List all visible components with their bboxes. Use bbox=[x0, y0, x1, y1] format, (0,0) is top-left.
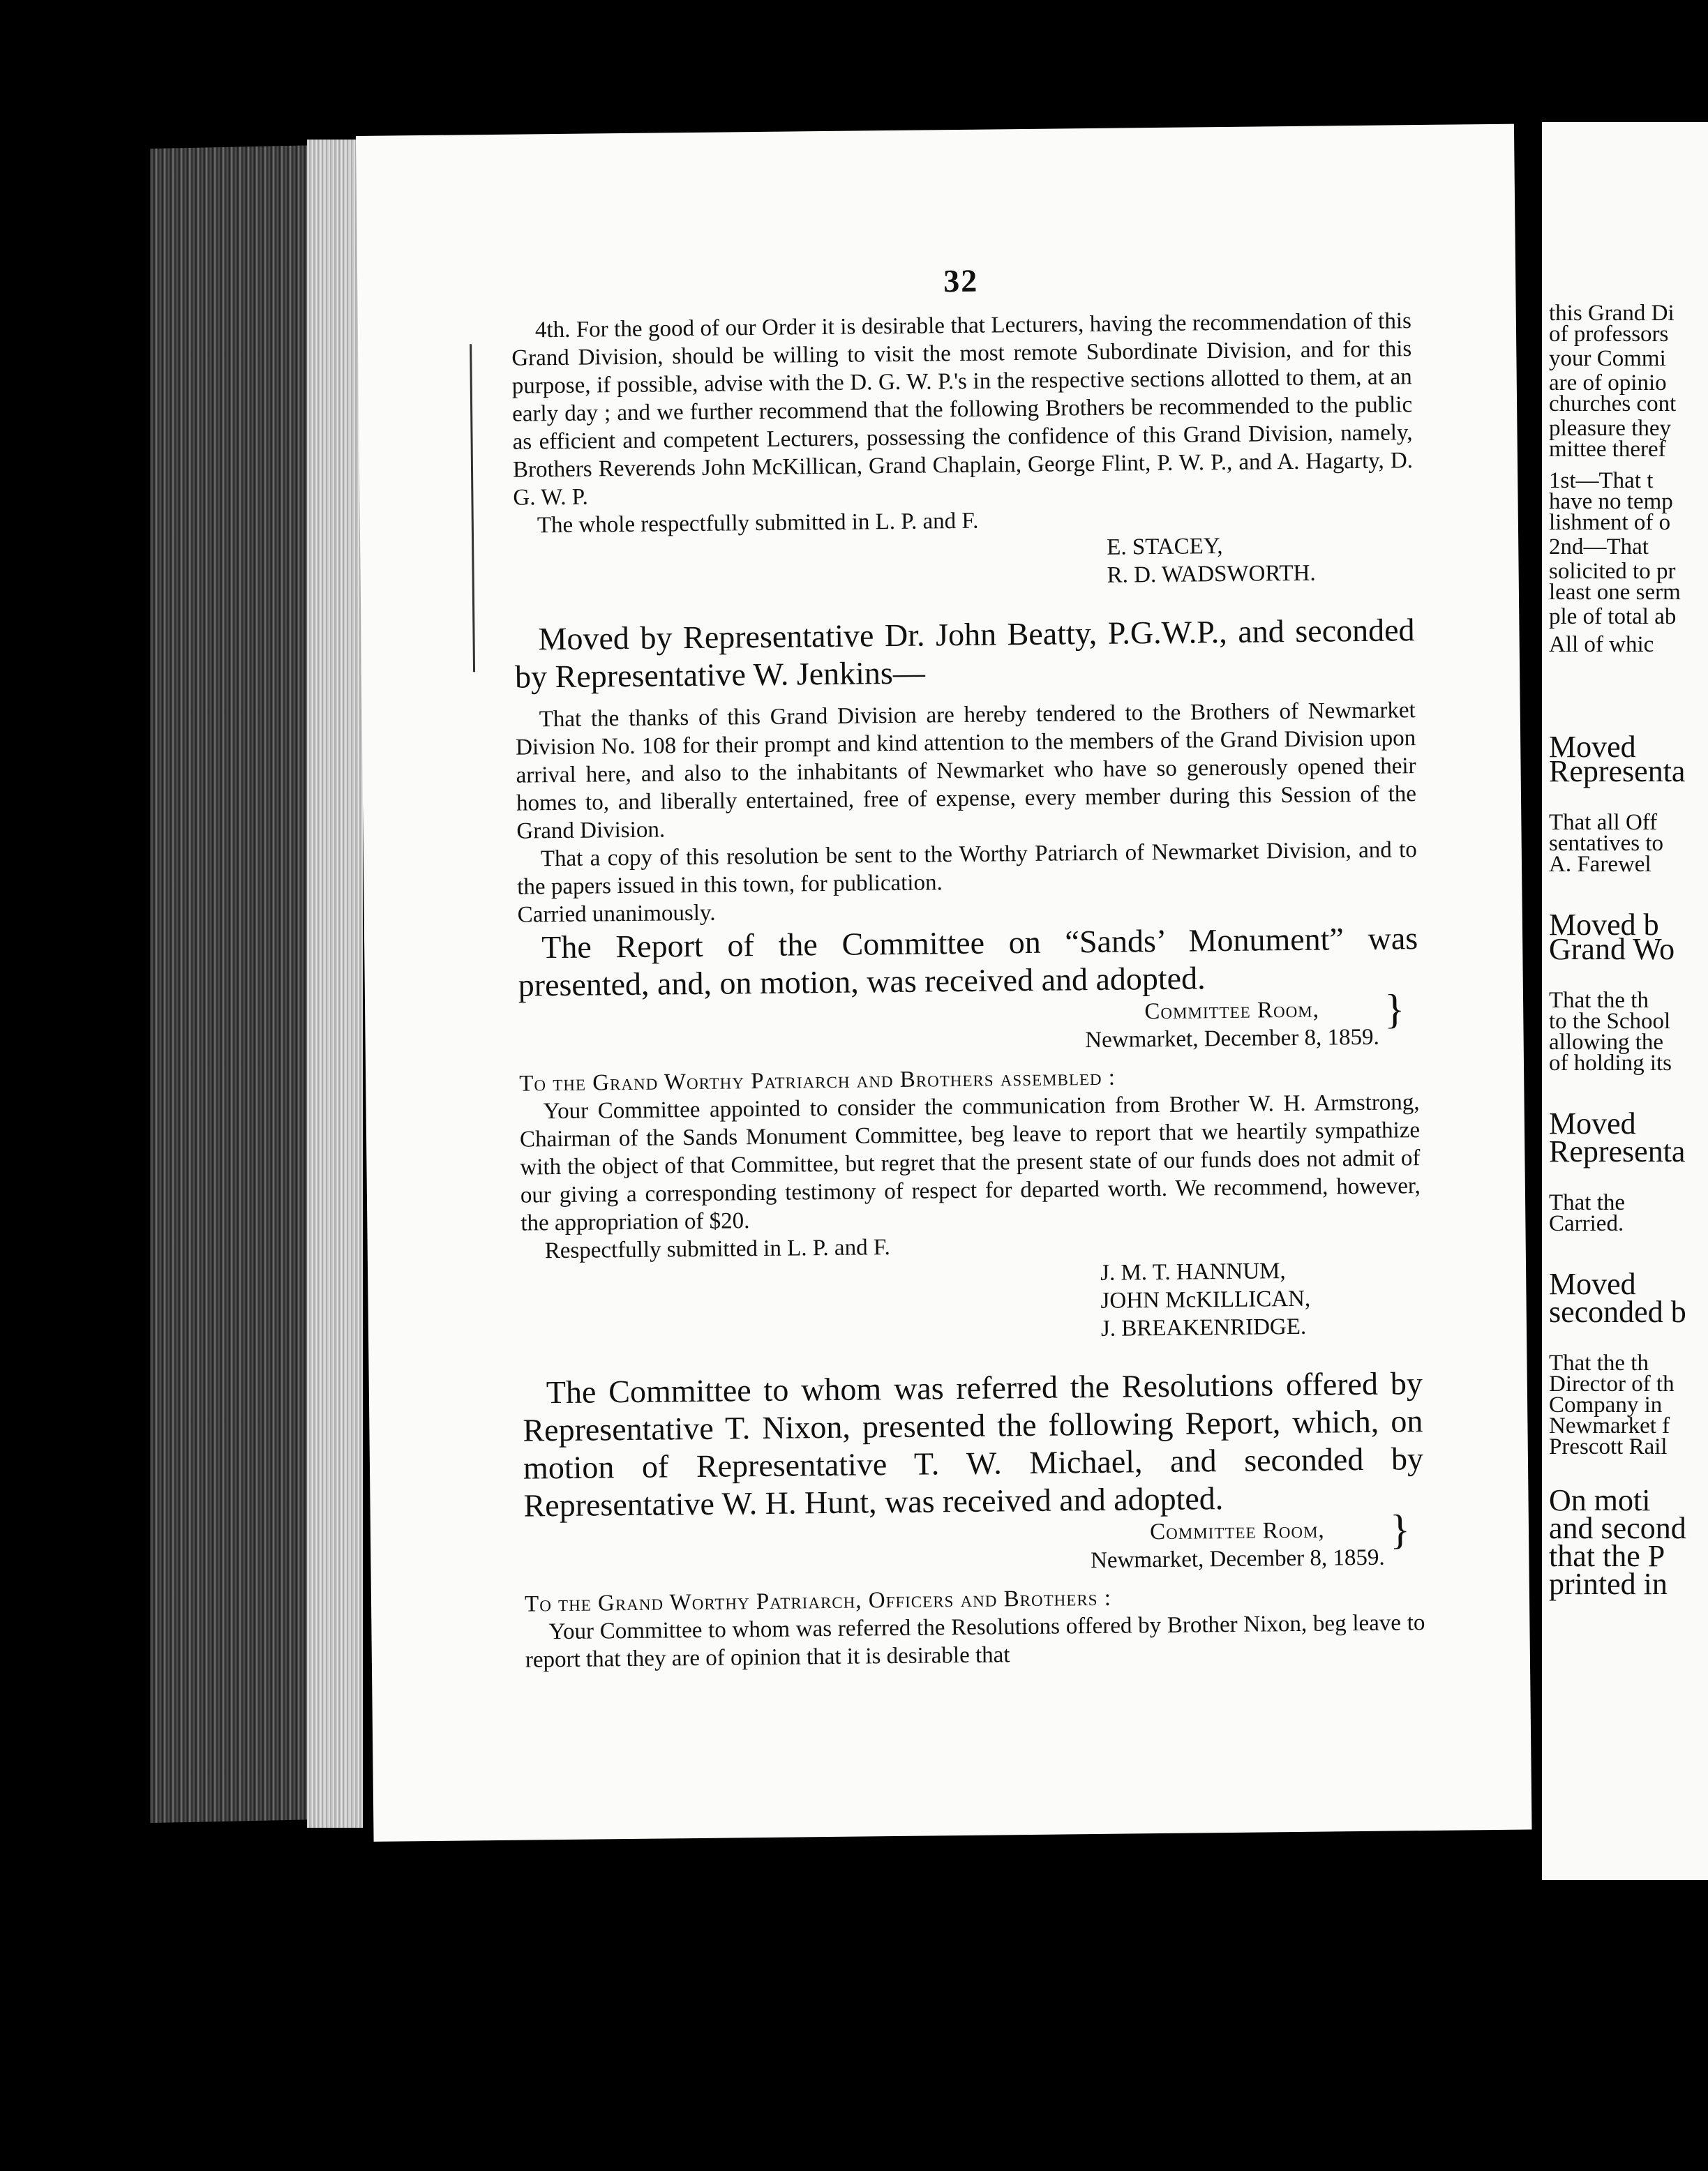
sands-report-intro: The Report of the Committee on “Sands’ Monument” was presented, and, on motion, was received and adopted. bbox=[518, 920, 1418, 1003]
right-page-line: 2nd—That bbox=[1549, 534, 1649, 559]
right-page-line: solicited to pr bbox=[1549, 559, 1676, 584]
right-page-line: are of opinio bbox=[1549, 370, 1667, 396]
right-page-line: All of whic bbox=[1549, 632, 1654, 657]
right-page-line: least one serm bbox=[1549, 580, 1681, 605]
right-page-line: That the th bbox=[1549, 1351, 1649, 1376]
copy-resolution: That a copy of this resolution be sent to the Worthy Patriarch of Newmarket Division, and to the papers issued in this town, for publication. bbox=[517, 837, 1417, 900]
signer-wadsworth: R. D. WADSWORTH. bbox=[1107, 560, 1316, 588]
right-page-line: That all Off bbox=[1549, 810, 1658, 835]
committee-room-block-2 bbox=[524, 1506, 1411, 1580]
right-page-line: and second bbox=[1549, 1511, 1686, 1545]
right-page-line: that the P bbox=[1549, 1539, 1665, 1573]
motion-beatty: Moved by Representative Dr. John Beatty, P.G.W.P., and seconded by Representative W. Jenkins— bbox=[514, 612, 1415, 695]
right-page-line: Company in bbox=[1549, 1392, 1663, 1418]
submitted-line-2: Respectfully submitted in L. P. and F. bbox=[544, 1235, 891, 1264]
right-page-line: Moved bbox=[1549, 730, 1636, 764]
book-page-edges-light bbox=[307, 140, 363, 1828]
committee-date-2: Newmarket, December 8, 1859. bbox=[1090, 1545, 1385, 1574]
right-page-line: That the th bbox=[1549, 988, 1649, 1013]
salutation-2: To the Grand Worthy Patriarch, Officers and Brothers : bbox=[524, 1585, 1112, 1617]
right-page-line: Newmarket f bbox=[1549, 1413, 1670, 1438]
sands-report-body: Your Committee appointed to consider the communication from Brother W. H. Armstrong, Chairman of the Sands Monument Committee, beg leave to report that we heartily sympathize with the object of that Committee, but regret that the present state of our funds does not admit of our giving a corresponding testimony of respect for departed worth. We recommend, however, the appropriation of $20. bbox=[519, 1090, 1421, 1236]
thanks-resolution: That the thanks of this Grand Division are hereby tendered to the Brothers of Newmarket Division No. 108 for their prompt and kind attention to the members of the Grand Division upon arrival here, and also to the inhabitants of Newmarket who have so generously opened their homes to, and liberally entertained, free of expense, every member during this Session of the Grand Division. bbox=[516, 698, 1417, 844]
signer-hannum: J. M. T. HANNUM, bbox=[1100, 1259, 1286, 1286]
signer-stacey: E. STACEY, bbox=[1107, 534, 1223, 560]
right-page-line: A. Farewel bbox=[1549, 852, 1651, 877]
right-page-line: On moti bbox=[1549, 1483, 1651, 1517]
salutation-1: To the Grand Worthy Patriarch and Brothers assembled : bbox=[519, 1065, 1116, 1097]
right-page-line: Prescott Rail bbox=[1549, 1434, 1668, 1459]
right-page-line: That the bbox=[1549, 1190, 1626, 1215]
brace-2: } bbox=[1389, 1506, 1411, 1553]
right-page-line: Grand Wo bbox=[1549, 932, 1675, 966]
right-page-line: churches cont bbox=[1549, 391, 1677, 416]
nixon-report-body: Your Committee to whom was referred the Resolutions offered by Brother Nixon, beg leave to report that they are of opinion that it is desirable that bbox=[525, 1610, 1425, 1673]
right-page-line: this Grand Di bbox=[1549, 301, 1675, 326]
right-page-line: of professors bbox=[1549, 322, 1669, 347]
right-page-line: printed in bbox=[1549, 1567, 1668, 1601]
right-page-fragment bbox=[1542, 122, 1708, 1880]
right-page-line: allowing the bbox=[1549, 1030, 1664, 1055]
committee-room-label-2: Committee Room, bbox=[1149, 1517, 1325, 1545]
carried-unanimously: Carried unanimously. bbox=[517, 900, 716, 928]
right-page-line: sentatives to bbox=[1549, 831, 1664, 856]
right-page-line: Representa bbox=[1549, 754, 1686, 788]
signer-breakenridge: J. BREAKENRIDGE. bbox=[1100, 1314, 1307, 1342]
right-page-line: pleasure they bbox=[1549, 416, 1672, 441]
nixon-report-intro: The Committee to whom was referred the Resolutions offered by Representative T. Nixon, presented the following Report, which, on motion of Representative T. W. Michael, and seconded by Representative W. H. Hunt, was received and adopted. bbox=[523, 1365, 1424, 1524]
right-page-line: mittee theref bbox=[1549, 437, 1666, 462]
signer-mckillican: JOHN McKILLICAN, bbox=[1100, 1286, 1311, 1314]
right-page-line: Moved bbox=[1549, 1267, 1636, 1301]
right-page-line: 1st—That t bbox=[1549, 468, 1654, 493]
committee-room-block-1 bbox=[518, 986, 1405, 1060]
right-page-line: of holding its bbox=[1549, 1051, 1672, 1076]
submitted-line-1: The whole respectfully submitted in L. P. and F. bbox=[537, 508, 979, 539]
left-page bbox=[356, 124, 1532, 1842]
right-page-line: Moved b bbox=[1549, 908, 1659, 942]
committee-room-label-1: Committee Room, bbox=[1144, 997, 1320, 1025]
signatures-2 bbox=[1100, 1256, 1422, 1343]
right-page-line: seconded b bbox=[1549, 1295, 1686, 1329]
right-page-line: Director of th bbox=[1549, 1372, 1675, 1397]
right-page-line: ple of total ab bbox=[1549, 604, 1677, 629]
right-page-line: Moved bbox=[1549, 1106, 1636, 1141]
signatures-1 bbox=[1107, 530, 1414, 589]
right-page-line: lishment of o bbox=[1549, 510, 1671, 535]
right-page-line: Carried. bbox=[1549, 1211, 1624, 1236]
right-page-line: to the School bbox=[1549, 1009, 1671, 1034]
brace-1: } bbox=[1384, 986, 1405, 1032]
page-number: 32 bbox=[943, 262, 979, 299]
committee-date-1: Newmarket, December 8, 1859. bbox=[1085, 1024, 1379, 1053]
margin-pencil-mark bbox=[470, 344, 475, 672]
page-content bbox=[511, 257, 1425, 1674]
right-page-line: Representa bbox=[1549, 1134, 1686, 1169]
paragraph-4th: 4th. For the good of our Order it is desirable that Lecturers, having the recommendation of this Grand Division, should be willing to visit the most remote Subordinate Division, and for this purpose, if possible, advise with the D. G. W. P.'s in the respective sections allotted to them, at an early day ; and we further recommend that the following Brothers be recommended to the public as efficient and competent Lecturers, possessing the confidence of this Grand Division, namely, Brothers Reverends John McKillican, Grand Chaplain, George Flint, P. W. P., and A. Hagarty, D. G. W. P. bbox=[511, 308, 1414, 511]
right-page-line: your Commi bbox=[1549, 346, 1666, 371]
right-page-line: have no temp bbox=[1549, 489, 1673, 514]
